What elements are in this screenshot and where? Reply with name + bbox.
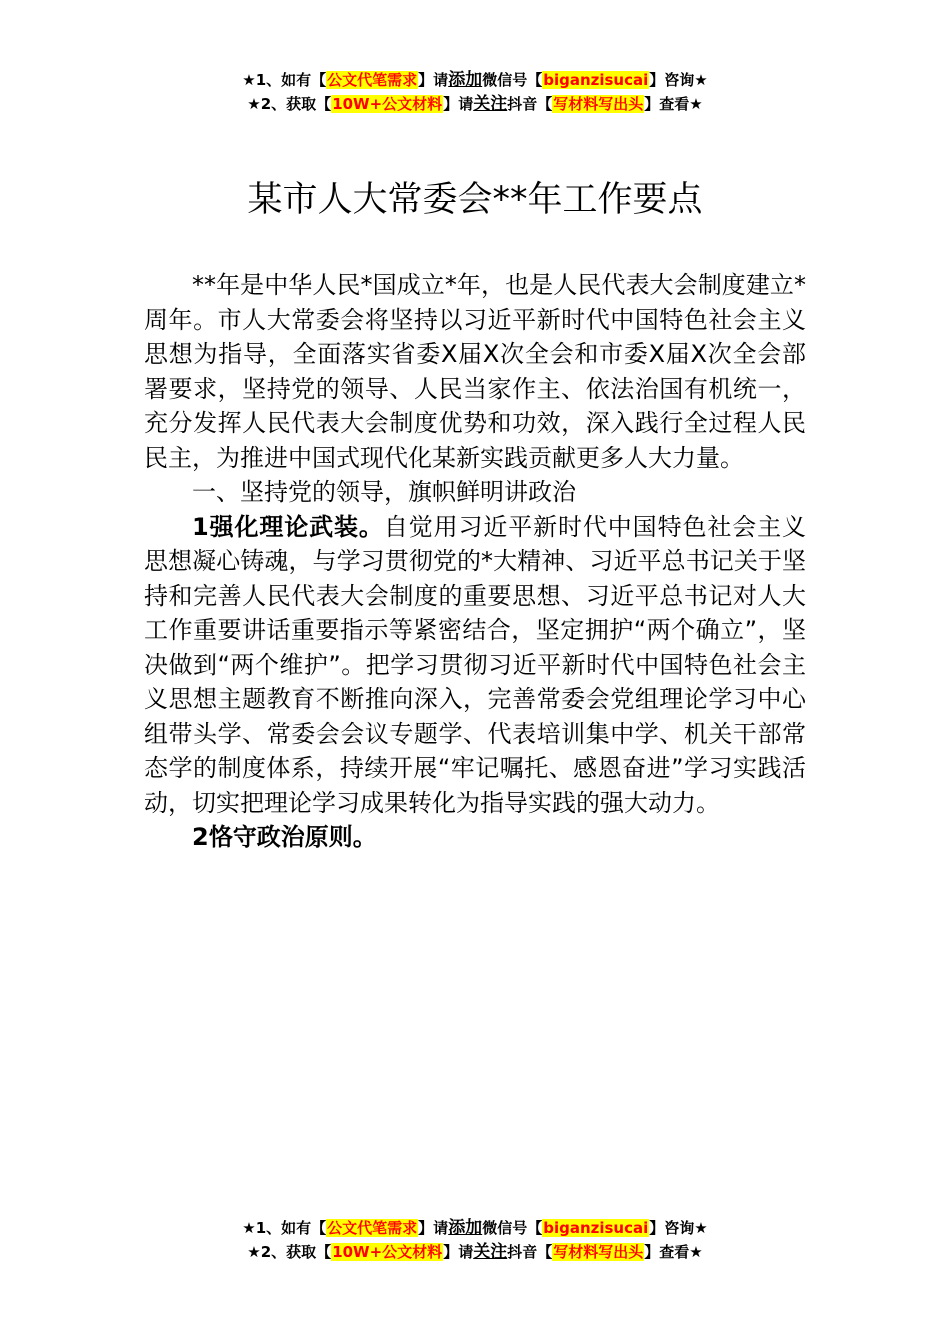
item-paragraph	[144, 820, 806, 855]
document-body	[144, 268, 806, 855]
promo-highlight: 公文代笔需求	[327, 1219, 418, 1237]
promo-highlight: 写材料写出头	[553, 95, 644, 113]
promo-highlight: 写材料写出头	[553, 1243, 644, 1261]
promo-highlight: biganzisucai	[543, 71, 649, 89]
promo-text: ★1、如有【	[242, 1219, 327, 1237]
promo-text: 微信号【	[482, 1219, 543, 1237]
promo-highlight: biganzisucai	[543, 1219, 649, 1237]
promo-text: 】请	[418, 1219, 449, 1237]
promo-text: 微信号【	[482, 71, 543, 89]
promo-text: 】请	[443, 1243, 474, 1261]
promo-underlined: 关注	[473, 1242, 508, 1262]
promo-text: 】请	[443, 95, 474, 113]
promo-highlight: 公文代笔需求	[327, 71, 418, 89]
promo-text: ★2、获取【	[247, 1243, 332, 1261]
promo-text: 】查看★	[644, 95, 703, 113]
item-lead: 1强化理论武装。	[192, 512, 384, 541]
intro-paragraph: **年是中华人民*国成立*年，也是人民代表大会制度建立*周年。市人大常委会将坚持以习近平新时代中国特色社会主义思想为指导，全面落实省委X届X次全会和市委X届X次全会部署要求，坚持党的领导、人民当家作主、依法治国有机统一，充分发挥人民代表大会制度优势和功效，深入践行全过程人民民主，为推进中国式现代化某新实践贡献更多人大力量。	[144, 271, 806, 472]
promo-line-2	[0, 1240, 950, 1264]
promo-highlight: 10W+公文材料	[332, 95, 443, 113]
footer-promo-banner	[0, 1216, 950, 1264]
promo-underlined: 添加	[448, 70, 483, 90]
promo-text: 】咨询★	[649, 71, 708, 89]
item-lead: 2恪守政治原则。	[192, 823, 377, 851]
promo-text: 】咨询★	[649, 1219, 708, 1237]
promo-underlined: 添加	[448, 1218, 483, 1238]
promo-text: 】请	[418, 71, 449, 89]
promo-text: 抖音【	[507, 1243, 553, 1261]
item-text: 自觉用习近平新时代中国特色社会主义思想凝心铸魂，与学习贯彻党的*大精神、习近平总书记关于坚持和完善人民代表大会制度的重要思想、习近平总书记对人大工作重要讲话重要指示等紧密结合，坚定拥护“两个确立”，坚决做到“两个维护”。把学习贯彻习近平新时代中国特色社会主义思想主题教育不断推向深入，完善常委会党组理论学习中心组带头学、常委会会议专题学、代表培训集中学、机关干部常态学的制度体系，持续开展“牢记嘱托、感恩奋进”学习实践活动，切实把理论学习成果转化为指导实践的强大动力。	[144, 512, 807, 817]
section-heading: 一、坚持党的领导，旗帜鲜明讲政治	[192, 478, 576, 506]
promo-line-2	[0, 92, 950, 116]
promo-underlined: 关注	[473, 94, 508, 114]
promo-text: ★1、如有【	[242, 71, 327, 89]
header-promo-banner	[0, 68, 950, 116]
promo-text: 抖音【	[507, 95, 553, 113]
promo-line-1	[0, 1216, 950, 1240]
promo-text: ★2、获取【	[247, 95, 332, 113]
promo-line-1	[0, 68, 950, 92]
promo-text: 】查看★	[644, 1243, 703, 1261]
promo-highlight: 10W+公文材料	[332, 1243, 443, 1261]
document-title: 某市人大常委会**年工作要点	[247, 180, 703, 220]
item-paragraph	[144, 510, 806, 821]
